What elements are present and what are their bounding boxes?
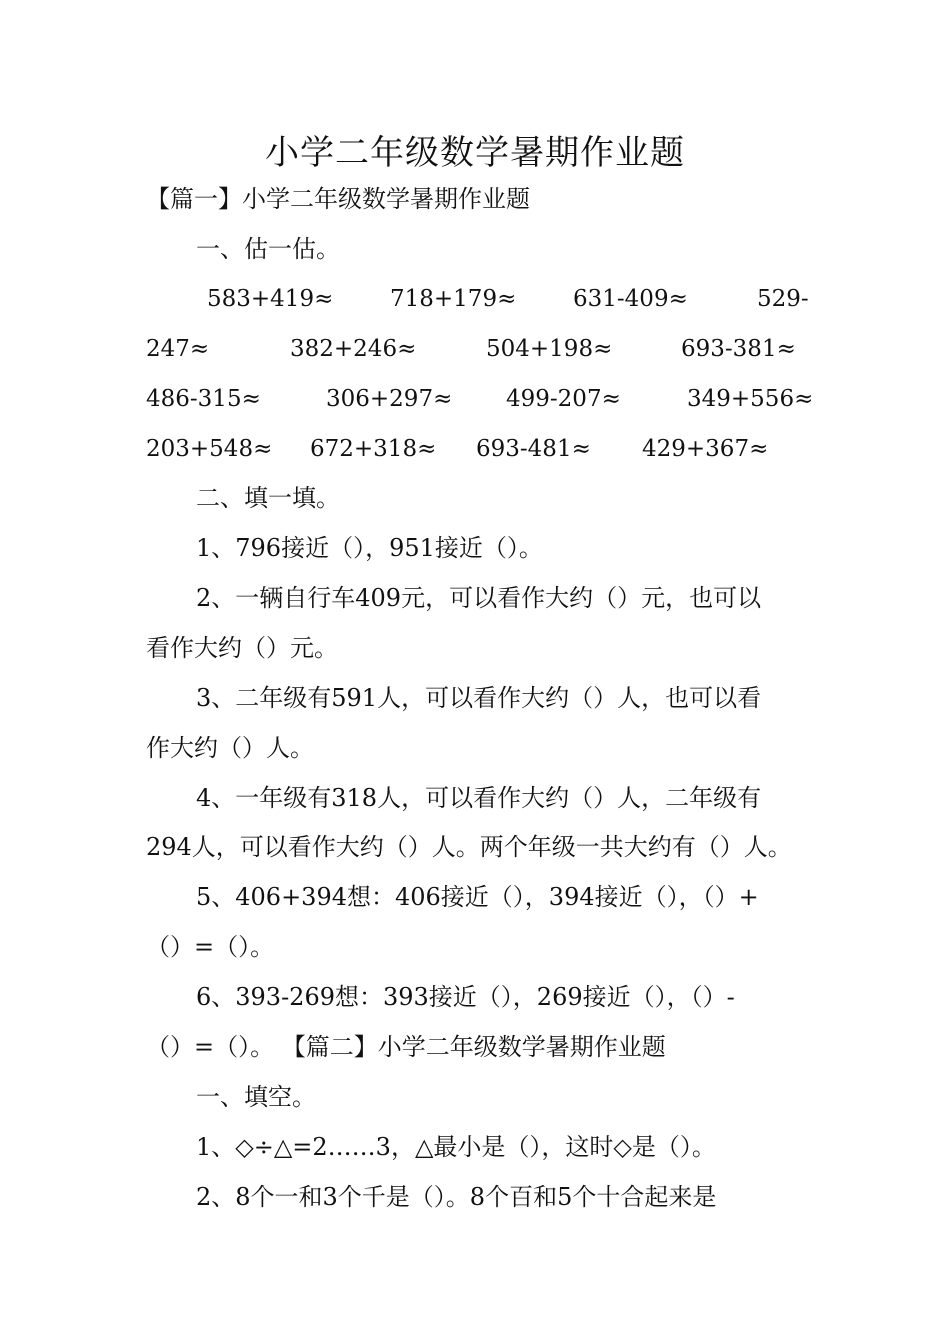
section2-question-1: 1、◇÷△=2……3，△最小是（），这时◇是（）。	[196, 1133, 716, 1161]
fill-question-2-line-1: 2、一辆自行车409元，可以看作大约（）元，也可以	[196, 584, 762, 612]
estimate-item: 504+198≈	[486, 336, 613, 362]
section-header-1: 【篇一】小学二年级数学暑期作业题	[146, 185, 530, 213]
estimate-item: 693-481≈	[476, 436, 591, 462]
estimate-item: 306+297≈	[326, 386, 453, 412]
estimate-item: 693-381≈	[681, 336, 796, 362]
estimate-item: 631-409≈	[573, 286, 688, 312]
estimate-item: 583+419≈	[207, 286, 334, 312]
fill-question-6-line-2: （）=（）。 【篇二】小学二年级数学暑期作业题	[146, 1033, 666, 1061]
section2-question-2: 2、8个一和3个千是（）。8个百和5个十合起来是	[196, 1183, 717, 1211]
part2-heading: 二、填一填。	[196, 484, 340, 512]
fill-question-2-line-2: 看作大约（）元。	[146, 634, 338, 662]
section2-heading: 一、填空。	[196, 1083, 316, 1111]
fill-question-4-line-2: 294人，可以看作大约（）人。两个年级一共大约有（）人。	[146, 833, 792, 861]
estimate-item: 672+318≈	[310, 436, 437, 462]
estimate-item: 499-207≈	[506, 386, 621, 412]
fill-question-1: 1、796接近（），951接近（）。	[196, 534, 543, 562]
estimate-item: 486-315≈	[146, 386, 261, 412]
fill-question-5-line-2: （）=（）。	[146, 933, 275, 961]
fill-question-3-line-1: 3、二年级有591人，可以看作大约（）人，也可以看	[196, 684, 762, 712]
fill-question-6-line-1: 6、393-269想：393接近（），269接近（），（）-	[196, 983, 735, 1011]
estimate-item: 203+548≈	[146, 436, 273, 462]
estimate-item: 382+246≈	[290, 336, 417, 362]
estimate-item: 247≈	[146, 336, 210, 362]
fill-question-5-line-1: 5、406+394想：406接近（），394接近（），（）+	[196, 883, 759, 911]
estimate-item: 718+179≈	[390, 286, 517, 312]
estimate-item: 529-	[757, 286, 809, 312]
fill-question-4-line-1: 4、一年级有318人，可以看作大约（）人，二年级有	[196, 784, 762, 812]
fill-question-3-line-2: 作大约（）人。	[146, 734, 314, 762]
page-title: 小学二年级数学暑期作业题	[265, 133, 685, 173]
estimate-item: 349+556≈	[687, 386, 814, 412]
part1-heading: 一、估一估。	[196, 235, 340, 263]
estimate-item: 429+367≈	[642, 436, 769, 462]
